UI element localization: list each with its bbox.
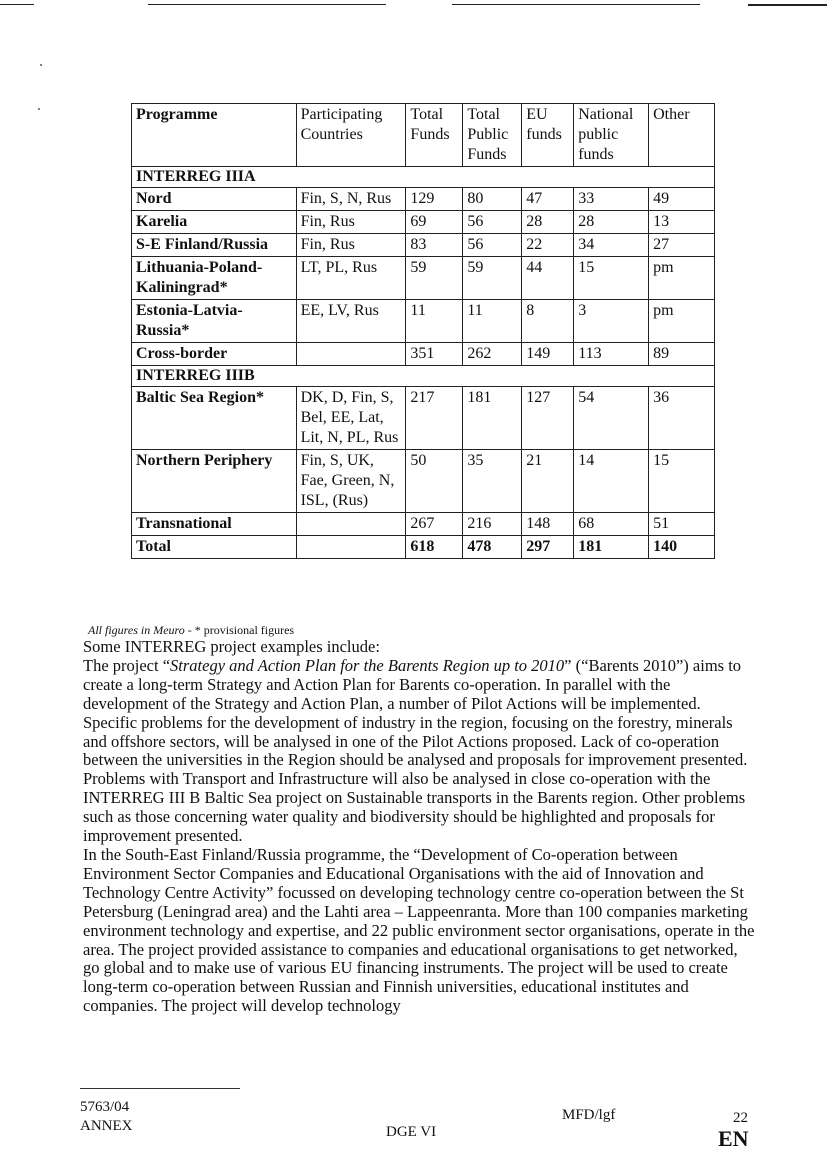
countries-cell: Fin, Rus <box>296 211 406 234</box>
body-text <box>83 638 755 1016</box>
section-label-interreg-iiib: INTERREG IIIB <box>132 366 715 387</box>
p1-rest: ” (“Barents 2010”) aims to create a long-term Strategy and Action Plan for Barents co-operation. In parallel with the development of the Strategy and Action Plan, a number of Pilot Actions will be implemented. Specific problems for the development of industry in the region, focusing on the forestry, minerals and offshore sectors, will be analysed in one of the Pilot Actions proposed. Lack of co-operation between the universities in the Region should be analysed and proposals for improvement presented. Problems with Transport and Infrastructure will also be analysed in close co-operation with the INTERREG III B Baltic Sea project on Sustainable transports in the Barents region. Other problems such as those concerning water quality and biodiversity should be highlighted and proposals for improvement presented. <box>83 655 748 846</box>
national-funds-cell: 181 <box>574 536 649 559</box>
margin-speck <box>40 64 42 66</box>
other-funds-cell: 51 <box>649 513 715 536</box>
eu-funds-cell: 21 <box>522 450 574 513</box>
national-funds-cell: 28 <box>574 211 649 234</box>
header-other: Other <box>649 104 715 167</box>
public-funds-cell: 59 <box>463 257 522 300</box>
programme-name: Karelia <box>132 211 297 234</box>
eu-funds-cell: 127 <box>522 387 574 450</box>
table-row <box>132 234 715 257</box>
margin-speck <box>38 108 40 110</box>
other-funds-cell: 27 <box>649 234 715 257</box>
page-number: 22 <box>733 1110 748 1126</box>
south-east-finland-paragraph: In the South-East Finland/Russia programme, the “Development of Co-operation between Environment Sector Companies and Educational Organisations with the aid of Innovation and Technology Centre Activity” focussed on developing technology centre co-operation between the St Petersburg (Leningrad area) and the Lahti area – Lappeenranta. More than 100 companies marketing environment technology and expertise, and 22 public environment sector organisations, operate in the area. The project provided assistance to companies and educational organisations to get networked, go global and to make use of various EU financing instruments. The project will be used to create long-term co-operation between Russian and Finnish universities, educational institutes and companies. The project will develop technology <box>83 844 755 1016</box>
subtotal-row <box>132 343 715 366</box>
programme-name: Lithuania-Poland-Kaliningrad* <box>132 257 297 300</box>
other-funds-cell: 15 <box>649 450 715 513</box>
programme-name: Cross-border <box>132 343 297 366</box>
national-funds-cell: 54 <box>574 387 649 450</box>
top-scan-line-right <box>748 4 827 6</box>
table-row <box>132 188 715 211</box>
other-funds-cell: 49 <box>649 188 715 211</box>
eu-funds-cell: 149 <box>522 343 574 366</box>
countries-cell: Fin, S, N, Rus <box>296 188 406 211</box>
dge-label: DGE VI <box>386 1124 437 1140</box>
programme-name: Northern Periphery <box>132 450 297 513</box>
countries-cell: Fin, Rus <box>296 234 406 257</box>
countries-cell: Fin, S, UK, Fae, Green, N, ISL, (Rus) <box>296 450 406 513</box>
section-row <box>132 366 715 387</box>
public-funds-cell: 262 <box>463 343 522 366</box>
other-funds-cell: pm <box>649 300 715 343</box>
table-row <box>132 257 715 300</box>
national-funds-cell: 34 <box>574 234 649 257</box>
header-eu-funds: EU funds <box>522 104 574 167</box>
total-funds-cell: 59 <box>406 257 463 300</box>
national-funds-cell: 3 <box>574 300 649 343</box>
eu-funds-cell: 148 <box>522 513 574 536</box>
header-total-funds: Total Funds <box>406 104 463 167</box>
table-row <box>132 300 715 343</box>
reference-code: MFD/lgf <box>562 1107 616 1123</box>
national-funds-cell: 15 <box>574 257 649 300</box>
barents-paragraph <box>83 657 755 846</box>
header-participating-countries: Participating Countries <box>296 104 406 167</box>
table-row <box>132 387 715 450</box>
doc-number: 5763/04 <box>80 1099 130 1115</box>
countries-cell <box>296 536 406 559</box>
public-funds-cell: 56 <box>463 211 522 234</box>
footer-rule <box>80 1088 240 1089</box>
other-funds-cell: 13 <box>649 211 715 234</box>
public-funds-cell: 56 <box>463 234 522 257</box>
footnote-units: All figures in Meuro <box>88 623 185 637</box>
countries-cell: LT, PL, Rus <box>296 257 406 300</box>
public-funds-cell: 35 <box>463 450 522 513</box>
subtotal-row <box>132 513 715 536</box>
total-funds-cell: 351 <box>406 343 463 366</box>
annex-label: ANNEX <box>80 1118 133 1134</box>
table-header-row <box>132 104 715 167</box>
total-funds-cell: 11 <box>406 300 463 343</box>
intro-paragraph: Some INTERREG project examples include: <box>83 637 380 656</box>
countries-cell <box>296 343 406 366</box>
national-funds-cell: 33 <box>574 188 649 211</box>
eu-funds-cell: 28 <box>522 211 574 234</box>
total-funds-cell: 618 <box>406 536 463 559</box>
countries-cell <box>296 513 406 536</box>
total-funds-cell: 69 <box>406 211 463 234</box>
public-funds-cell: 216 <box>463 513 522 536</box>
eu-funds-cell: 22 <box>522 234 574 257</box>
public-funds-cell: 478 <box>463 536 522 559</box>
public-funds-cell: 80 <box>463 188 522 211</box>
programme-name: S-E Finland/Russia <box>132 234 297 257</box>
header-national-public-funds: National public funds <box>574 104 649 167</box>
countries-cell: DK, D, Fin, S, Bel, EE, Lat, Lit, N, PL, Rus <box>296 387 406 450</box>
national-funds-cell: 68 <box>574 513 649 536</box>
eu-funds-cell: 44 <box>522 257 574 300</box>
programme-name: Estonia-Latvia-Russia* <box>132 300 297 343</box>
programme-name: Total <box>132 536 297 559</box>
top-scan-line-left <box>0 4 34 5</box>
other-funds-cell: 140 <box>649 536 715 559</box>
eu-funds-cell: 8 <box>522 300 574 343</box>
other-funds-cell: 89 <box>649 343 715 366</box>
total-funds-cell: 267 <box>406 513 463 536</box>
header-programme: Programme <box>132 104 297 167</box>
national-funds-cell: 14 <box>574 450 649 513</box>
p1-prefix: The project “ <box>83 655 171 675</box>
table-footnote <box>88 623 294 638</box>
top-scan-line-center-left <box>148 4 386 5</box>
public-funds-cell: 181 <box>463 387 522 450</box>
programme-name: Transnational <box>132 513 297 536</box>
programme-name: Nord <box>132 188 297 211</box>
public-funds-cell: 11 <box>463 300 522 343</box>
grand-total-row <box>132 536 715 559</box>
countries-cell: EE, LV, Rus <box>296 300 406 343</box>
eu-funds-cell: 47 <box>522 188 574 211</box>
footnote-provisional: - * provisional figures <box>184 623 295 637</box>
language-code: EN <box>718 1126 749 1151</box>
eu-funds-cell: 297 <box>522 536 574 559</box>
total-funds-cell: 50 <box>406 450 463 513</box>
section-label-interreg-iiia: INTERREG IIIA <box>132 167 715 188</box>
top-scan-line-center-right <box>452 4 700 5</box>
other-funds-cell: pm <box>649 257 715 300</box>
section-row <box>132 167 715 188</box>
other-funds-cell: 36 <box>649 387 715 450</box>
total-funds-cell: 129 <box>406 188 463 211</box>
table-row <box>132 450 715 513</box>
header-total-public-funds: Total Public Funds <box>463 104 522 167</box>
project-title: Strategy and Action Plan for the Barents Region up to 2010 <box>170 655 565 675</box>
table-row <box>132 211 715 234</box>
total-funds-cell: 83 <box>406 234 463 257</box>
programme-funding-table <box>131 103 715 559</box>
programme-name: Baltic Sea Region* <box>132 387 297 450</box>
national-funds-cell: 113 <box>574 343 649 366</box>
total-funds-cell: 217 <box>406 387 463 450</box>
